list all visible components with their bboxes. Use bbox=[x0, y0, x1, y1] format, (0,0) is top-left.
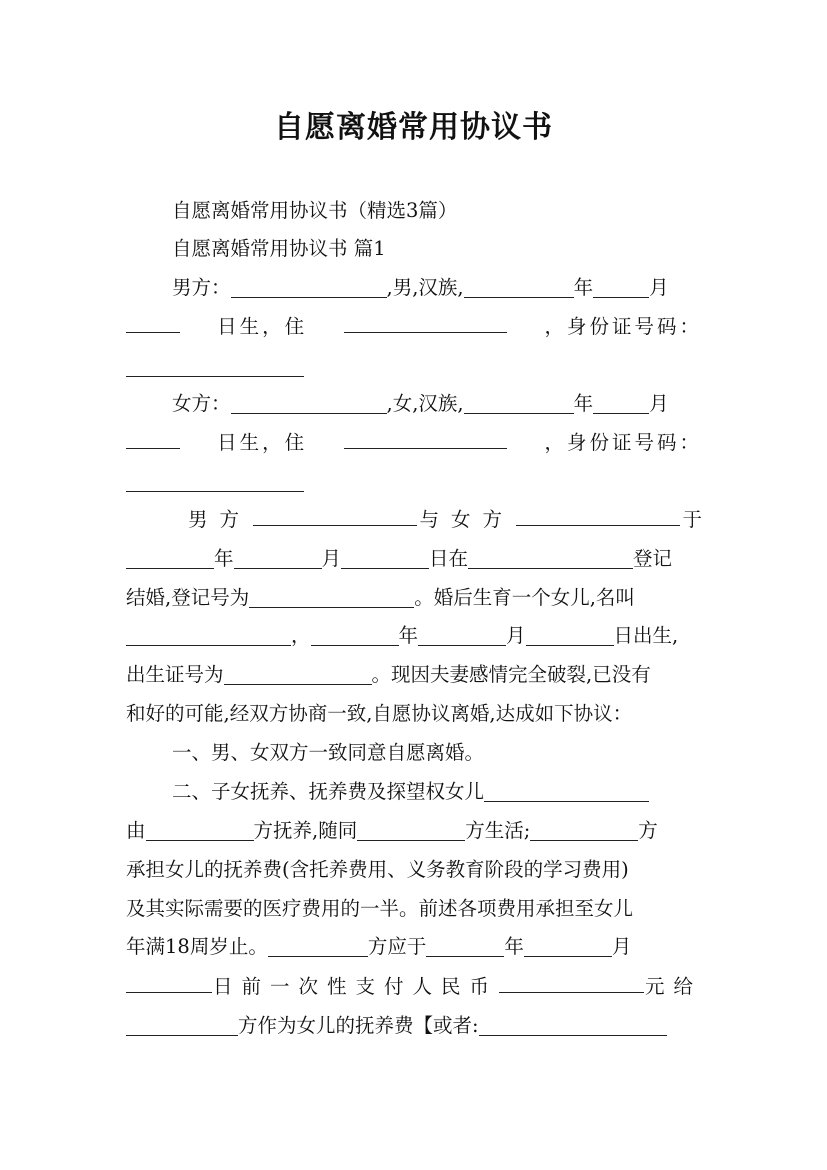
daughter-day-blank[interactable] bbox=[526, 625, 614, 646]
marriage-line-2 bbox=[126, 544, 672, 574]
female-id-label: ，身份证号码： bbox=[544, 431, 702, 454]
clause-2-custody-label: 方抚养,随同 bbox=[253, 819, 358, 842]
marriage-regno-label: 结婚,登记号为 bbox=[126, 586, 250, 609]
clause-2-line-2 bbox=[126, 816, 658, 846]
clause-2-should-label: 方应于 bbox=[367, 935, 427, 958]
male-id-blank[interactable] bbox=[126, 356, 304, 377]
marriage-register-label: 登记 bbox=[633, 547, 673, 570]
clause-2-heading: 二、子女抚养、抚养费及探望权女儿 bbox=[172, 780, 485, 803]
clause-2-living-label: 方生活; bbox=[465, 819, 531, 842]
marriage-line-1 bbox=[188, 505, 702, 535]
marriage-daughter-label: 。婚后生育一个女儿,名叫 bbox=[414, 586, 635, 609]
female-month-blank[interactable] bbox=[593, 393, 649, 414]
clause-2-line-7 bbox=[126, 1011, 667, 1041]
clause-2-lump-sum-label: 日前一次性支付人民币 bbox=[212, 975, 498, 998]
female-name-blank[interactable] bbox=[231, 393, 387, 414]
female-month-label: 月 bbox=[649, 392, 669, 415]
female-line-2 bbox=[126, 428, 702, 458]
female-day-blank[interactable] bbox=[126, 428, 180, 449]
male-name-blank[interactable] bbox=[231, 277, 387, 298]
female-address-blank[interactable] bbox=[344, 428, 507, 449]
custody-party-blank[interactable] bbox=[146, 820, 254, 841]
marriage-place-blank[interactable] bbox=[468, 548, 633, 569]
marriage-female-blank[interactable] bbox=[516, 505, 680, 526]
daughter-year-label: 年 bbox=[398, 624, 419, 647]
marriage-year-blank[interactable] bbox=[126, 548, 214, 569]
clause-2-party-label: 方 bbox=[638, 819, 658, 842]
male-line-1 bbox=[172, 273, 669, 303]
clause-2-by-label: 由 bbox=[126, 819, 146, 842]
female-born-label: 日生，住 bbox=[217, 431, 308, 454]
male-month-label: 月 bbox=[649, 276, 669, 299]
marriage-day-blank[interactable] bbox=[341, 548, 429, 569]
male-year-blank[interactable] bbox=[464, 277, 574, 298]
marriage-female-label: 与女方 bbox=[419, 508, 514, 531]
payer-party-blank[interactable] bbox=[530, 820, 638, 841]
marriage-breakdown-text: 。现因夫妻感情完全破裂,已没有 bbox=[371, 663, 651, 686]
marriage-regno-blank[interactable] bbox=[249, 587, 414, 608]
marriage-line-6: 和好的可能,经双方协商一致,自愿协议离婚,达成如下协议： bbox=[126, 702, 633, 725]
clause-2-daughter-blank[interactable] bbox=[484, 781, 649, 802]
marriage-line-4 bbox=[126, 621, 678, 651]
clause-2-age-text: 年满18周岁止。 bbox=[126, 935, 268, 958]
clause-1: 一、男、女双方一致同意自愿离婚。 bbox=[172, 741, 485, 764]
clause-2-line-3: 承担女儿的抚养费(含托养费用、义务教育阶段的学习费用) bbox=[126, 858, 629, 881]
male-line-2 bbox=[126, 312, 702, 342]
male-born-label: 日生，住 bbox=[217, 315, 308, 338]
male-gender-ethnic: ,男,汉族, bbox=[386, 276, 464, 299]
male-year-label: 年 bbox=[573, 276, 594, 299]
female-line-1 bbox=[172, 389, 669, 419]
intro-heading: 自愿离婚常用协议书（精选3篇） bbox=[172, 199, 458, 222]
male-id-label: ，身份证号码： bbox=[544, 315, 702, 338]
marriage-male-label: 男方 bbox=[188, 508, 252, 531]
male-address-blank[interactable] bbox=[344, 312, 507, 333]
daughter-comma: ， bbox=[291, 624, 311, 647]
female-label: 女方： bbox=[172, 392, 231, 415]
pay-year-label: 年 bbox=[504, 935, 524, 958]
alternative-blank[interactable] bbox=[479, 1015, 667, 1036]
daughter-month-label: 月 bbox=[506, 624, 526, 647]
female-id-blank[interactable] bbox=[126, 471, 304, 492]
daughter-year-blank[interactable] bbox=[311, 625, 399, 646]
daughter-name-blank[interactable] bbox=[126, 625, 291, 646]
female-gender-ethnic: ,女,汉族, bbox=[386, 392, 464, 415]
clause-2-line-4: 及其实际需要的医疗费用的一半。前述各项费用承担至女儿 bbox=[126, 897, 634, 920]
marriage-month-blank[interactable] bbox=[234, 548, 322, 569]
female-line-3 bbox=[126, 467, 304, 497]
male-label: 男方： bbox=[172, 276, 231, 299]
marriage-on-label: 于 bbox=[682, 508, 702, 531]
clause-2-line-5 bbox=[126, 932, 631, 962]
intro-subheading: 自愿离婚常用协议书 篇1 bbox=[172, 237, 386, 260]
male-day-blank[interactable] bbox=[126, 312, 180, 333]
male-month-blank[interactable] bbox=[593, 277, 649, 298]
clause-2-yuan-label: 元给 bbox=[644, 975, 702, 998]
clause-2-line-1 bbox=[172, 777, 649, 807]
living-party-blank[interactable] bbox=[357, 820, 465, 841]
birth-cert-blank[interactable] bbox=[224, 664, 372, 685]
clause-2-line-6 bbox=[126, 972, 702, 1002]
pay-amount-blank[interactable] bbox=[499, 972, 644, 993]
female-year-label: 年 bbox=[573, 392, 594, 415]
pay-month-blank[interactable] bbox=[524, 936, 612, 957]
pay-party-blank[interactable] bbox=[268, 936, 368, 957]
document-title: 自愿离婚常用协议书 bbox=[274, 110, 553, 145]
recipient-party-blank[interactable] bbox=[126, 1015, 238, 1036]
marriage-day-at-label: 日在 bbox=[429, 547, 469, 570]
pay-day-blank[interactable] bbox=[126, 972, 212, 993]
daughter-birth-label: 日出生, bbox=[613, 624, 679, 647]
daughter-month-blank[interactable] bbox=[418, 625, 506, 646]
marriage-year-label: 年 bbox=[214, 547, 234, 570]
pay-month-label: 月 bbox=[611, 935, 632, 958]
marriage-line-5 bbox=[126, 660, 651, 690]
male-line-3 bbox=[126, 352, 304, 382]
clause-2-recipient-label: 方作为女儿的抚养费【或者: bbox=[238, 1014, 479, 1037]
marriage-month-label: 月 bbox=[321, 547, 342, 570]
marriage-line-3 bbox=[126, 583, 635, 613]
marriage-male-blank[interactable] bbox=[253, 505, 417, 526]
pay-year-blank[interactable] bbox=[426, 936, 504, 957]
birth-cert-label: 出生证号为 bbox=[126, 663, 224, 686]
female-year-blank[interactable] bbox=[464, 393, 574, 414]
